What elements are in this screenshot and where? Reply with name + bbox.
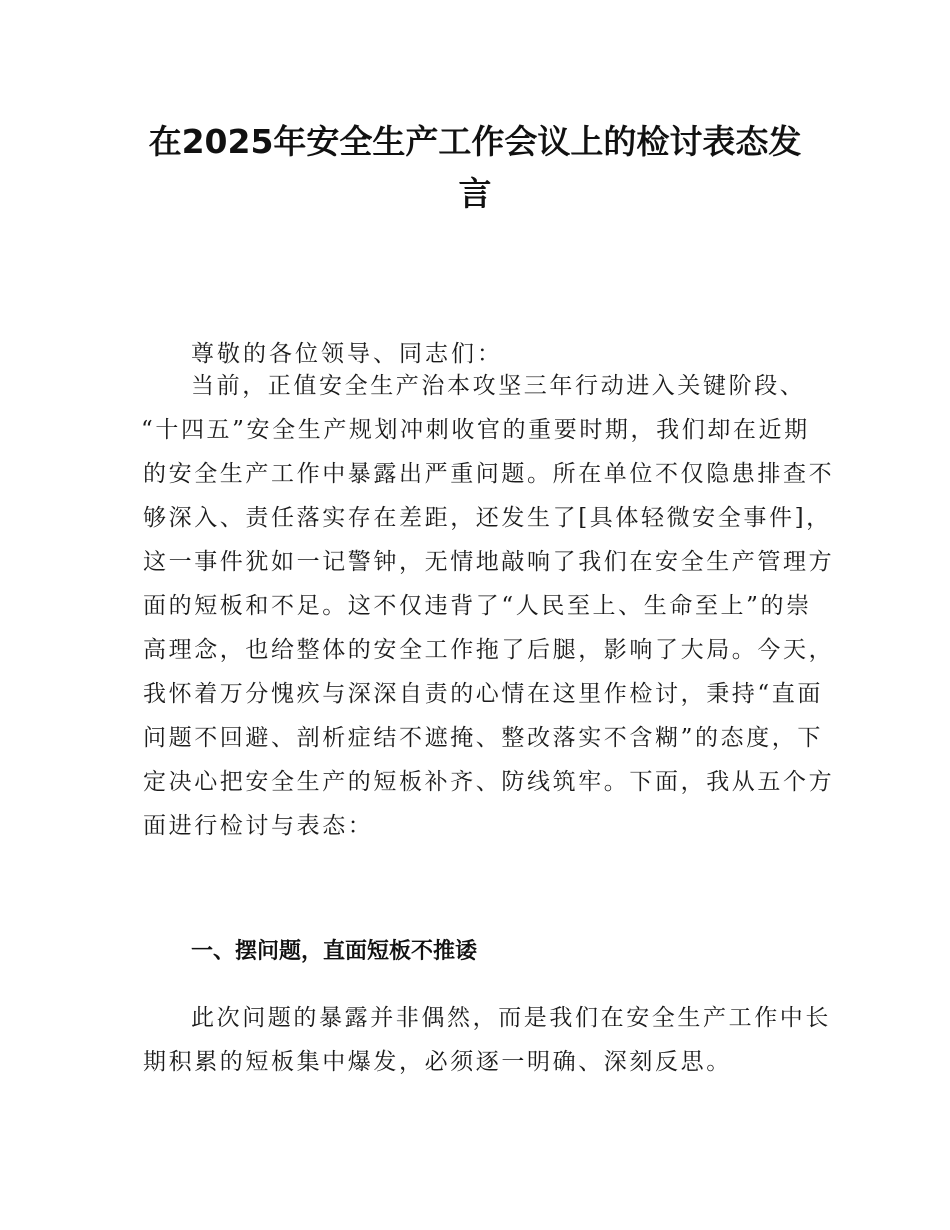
paragraph-line: 的安全生产工作中暴露出严重问题。所在单位不仅隐患排查不 [143, 461, 835, 487]
paragraph-line: 面进行检讨与表态： [143, 813, 374, 839]
greeting-text: 尊敬的各位领导、同志们： [191, 341, 503, 367]
section1-paragraph [143, 996, 831, 1084]
paragraph-line: 定决心把安全生产的短板补齐、防线筑牢。下面，我从五个方 [143, 769, 835, 795]
title-line: 在2025年安全生产工作会议上的检讨表态发 [148, 122, 802, 161]
paragraph-line: 够深入、责任落实存在差距，还发生了[具体轻微安全事件]， [143, 505, 832, 531]
document-title [120, 116, 830, 220]
paragraph-line: 我怀着万分愧疚与深深自责的心情在这里作检讨，秉持“直面 [143, 681, 823, 707]
paragraph-line: 高理念，也给整体的安全工作拖了后腿，影响了大局。今天， [143, 637, 835, 663]
paragraph-line: 这一事件犹如一记警钟，无情地敲响了我们在安全生产管理方 [143, 549, 835, 575]
title-line: 言 [458, 174, 492, 213]
paragraph-line: 此次问题的暴露并非偶然，而是我们在安全生产工作中长 [191, 1005, 831, 1031]
paragraph-line: 面的短板和不足。这不仅违背了“人民至上、生命至上”的崇 [143, 593, 812, 619]
paragraph-line: “十四五”安全生产规划冲刺收官的重要时期，我们却在近期 [141, 417, 810, 443]
intro-paragraph [141, 364, 835, 848]
paragraph-line: 期积累的短板集中爆发，必须逐一明确、深刻反思。 [143, 1049, 732, 1075]
paragraph-line: 当前，正值安全生产治本攻坚三年行动进入关键阶段、 [191, 373, 806, 399]
paragraph-line: 问题不回避、剖析症结不遮掩、整改落实不含糊”的态度，下 [143, 725, 823, 751]
section-heading: 一、摆问题，直面短板不推诿 [191, 939, 478, 964]
